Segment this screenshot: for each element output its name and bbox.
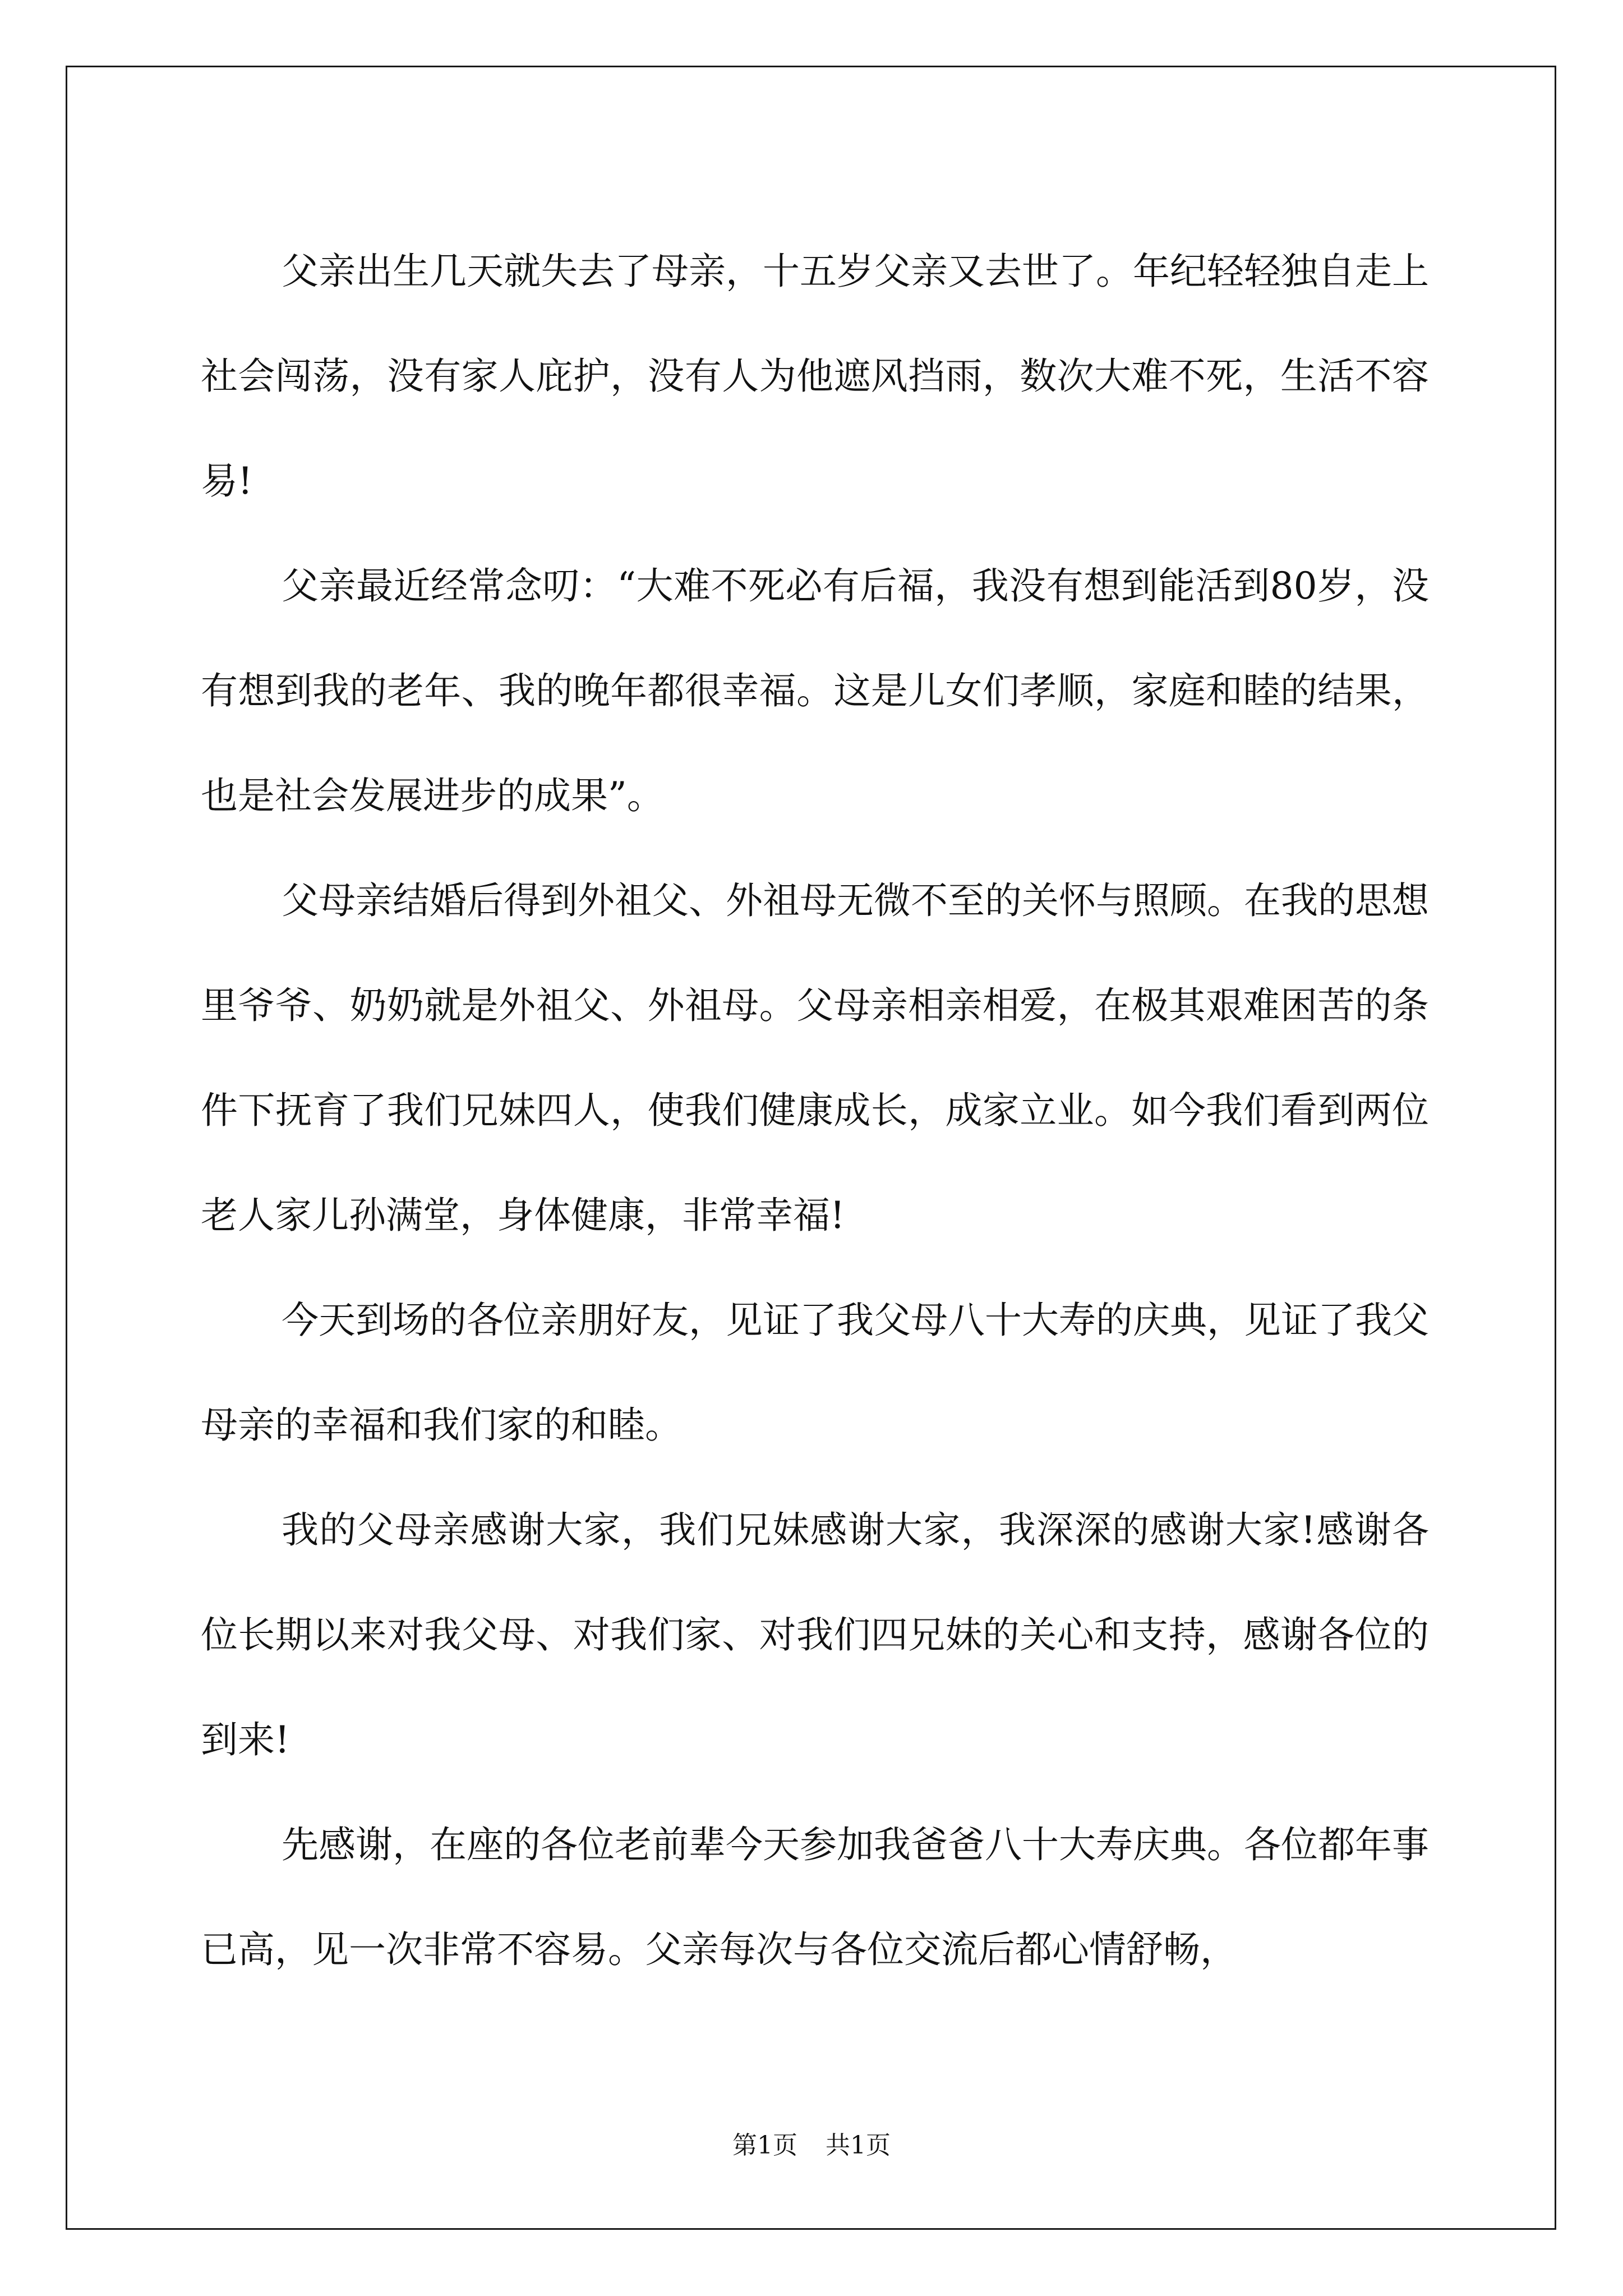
- paragraph-2: 父亲最近经常念叨：“大难不死必有后福，我没有想到能活到80岁，没有想到我的老年、我的晚年都很幸福。这是儿女们孝顺，家庭和睦的结果，也是社会发展进步的成果”。: [201, 564, 1429, 817]
- document-body: [201, 219, 1429, 2002]
- page-footer: [0, 2125, 1623, 2161]
- paragraph-3: 父母亲结婚后得到外祖父、外祖母无微不至的关怀与照顾。在我的思想里爷爷、奶奶就是外祖父、外祖母。父母亲相亲相爱，在极其艰难困苦的条件下抚育了我们兄妹四人，使我们健康成长，成家立业。如今我们看到两位老人家儿孙满堂，身体健康，非常幸福!: [201, 879, 1429, 1237]
- paragraph-1: 父亲出生几天就失去了母亲，十五岁父亲又去世了。年纪轻轻独自走上社会闯荡，没有家人庇护，没有人为他遮风挡雨，数次大难不死，生活不容易!: [201, 250, 1429, 503]
- page-total: 共1页: [826, 2131, 891, 2160]
- page-number: 第1页: [732, 2131, 797, 2160]
- paragraph-6: 先感谢，在座的各位老前辈今天参加我爸爸八十大寿庆典。各位都年事已高，见一次非常不容易。父亲每次与各位交流后都心情舒畅，: [201, 1823, 1429, 1971]
- paragraph-4: 今天到场的各位亲朋好友，见证了我父母八十大寿的庆典，见证了我父母亲的幸福和我们家的和睦。: [201, 1299, 1429, 1447]
- paragraph-5: 我的父母亲感谢大家，我们兄妹感谢大家，我深深的感谢大家!感谢各位长期以来对我父母、对我们家、对我们四兄妹的关心和支持，感谢各位的到来!: [201, 1508, 1429, 1761]
